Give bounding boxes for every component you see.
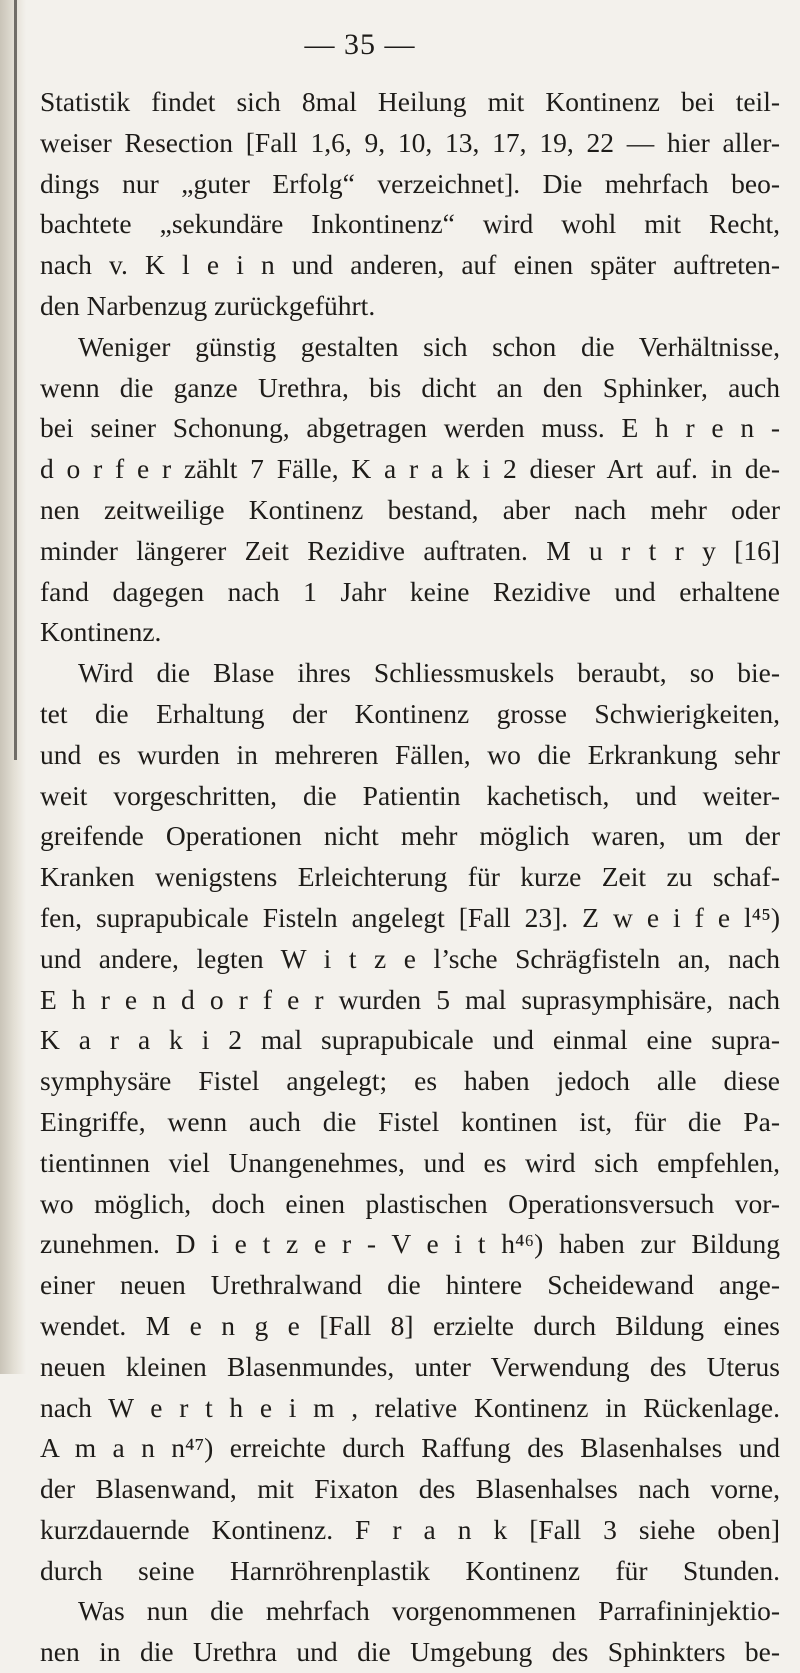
- text-line: Wird die Blase ihres Schliessmuskels beraubt, so bie-: [78, 657, 780, 689]
- text-line: den Narbenzug zurückgeführt.: [40, 289, 376, 321]
- text-line: neuen kleinen Blasenmundes, unter Verwendung des Uterus: [40, 1350, 780, 1382]
- text-line: Eingriffe, wenn auch die Fistel kontinen ist, für die Pa-: [40, 1105, 780, 1137]
- text-line: Was nun die mehrfach vorgenommenen Parrafininjektio-: [78, 1595, 780, 1627]
- book-page: [40, 0, 790, 1668]
- text-line: einer neuen Urethralwand die hintere Scheidewand ange-: [40, 1269, 780, 1301]
- text-line: nen in die Urethra und die Umgebung des Sphinkters be-: [40, 1636, 780, 1668]
- text-line: nach W e r t h e i m , relative Kontinenz in Rückenlage.: [40, 1391, 780, 1423]
- text-line: E h r e n d o r f e r wurden 5 mal suprasymphisäre, nach: [40, 983, 780, 1015]
- text-line: durch seine Harnröhrenplastik Kontinenz für Stunden.: [40, 1554, 780, 1586]
- text-line: zunehmen. D i e t z e r - V e i t h⁴⁶) haben zur Bildung: [40, 1228, 780, 1260]
- text-line: greifende Operationen nicht mehr möglich waren, um der: [40, 820, 780, 852]
- text-line: wendet. M e n g e [Fall 8] erzielte durch Bildung eines: [40, 1309, 780, 1341]
- text-line: der Blasenwand, mit Fixaton des Blasenhalses nach vorne,: [40, 1473, 780, 1505]
- text-line: bachtete „sekundäre Inkontinenz“ wird wohl mit Recht,: [40, 208, 780, 240]
- text-line: Statistik findet sich 8mal Heilung mit Kontinenz bei teil-: [40, 86, 780, 117]
- text-line: weit vorgeschritten, die Patientin kachetisch, und weiter-: [40, 779, 780, 811]
- text-line: kurzdauernde Kontinenz. F r a n k [Fall 3 siehe oben]: [40, 1513, 780, 1545]
- body-text: [40, 82, 780, 1673]
- text-line: symphysäre Fistel angelegt; es haben jedoch alle diese: [40, 1065, 780, 1097]
- text-line: nach v. K l e i n und anderen, auf einen später auftreten-: [40, 249, 780, 281]
- text-line: Weniger günstig gestalten sich schon die Verhältnisse,: [78, 330, 780, 362]
- page-binding-edge: [0, 0, 26, 1374]
- text-line: Kranken wenigstens Erleichterung für kurze Zeit zu schaf-: [40, 861, 780, 893]
- text-line: tet die Erhaltung der Kontinenz grosse Schwierigkeiten,: [40, 697, 780, 729]
- text-line: A m a n n⁴⁷) erreichte durch Raffung des Blasenhalses und: [40, 1432, 780, 1464]
- text-line: wo möglich, doch einen plastischen Operationsversuch vor-: [40, 1187, 780, 1219]
- text-line: nen zeitweilige Kontinenz bestand, aber nach mehr oder: [40, 493, 780, 525]
- text-line: fen, suprapubicale Fisteln angelegt [Fall 23]. Z w e i f e l⁴⁵): [40, 901, 780, 933]
- text-line: weiser Resection [Fall 1,6, 9, 10, 13, 17, 19, 22 — hier aller-: [40, 126, 780, 158]
- text-line: wenn die ganze Urethra, bis dicht an den Sphinker, auch: [40, 371, 780, 403]
- binding-shadow-line: [14, 0, 17, 760]
- text-line: dings nur „guter Erfolg“ verzeichnet]. Die mehrfach beo-: [40, 167, 780, 199]
- text-line: und andere, legten W i t z e l’sche Schrägfisteln an, nach: [40, 942, 780, 974]
- text-line: fand dagegen nach 1 Jahr keine Rezidive und erhaltene: [40, 575, 780, 607]
- text-line: minder längerer Zeit Rezidive auftraten. M u r t r y [16]: [40, 534, 780, 566]
- text-line: d o r f e r zählt 7 Fälle, K a r a k i 2 dieser Art auf. in de-: [40, 453, 780, 485]
- text-line: Kontinenz.: [40, 616, 162, 648]
- text-line: und es wurden in mehreren Fällen, wo die Erkrankung sehr: [40, 738, 780, 770]
- text-line: bei seiner Schonung, abgetragen werden muss. E h r e n -: [40, 412, 780, 444]
- page-number: — 35 —: [304, 28, 416, 61]
- text-line: tientinnen viel Unangenehmes, und es wird sich empfehlen,: [40, 1146, 780, 1178]
- text-line: K a r a k i 2 mal suprapubicale und einmal eine supra-: [40, 1024, 780, 1056]
